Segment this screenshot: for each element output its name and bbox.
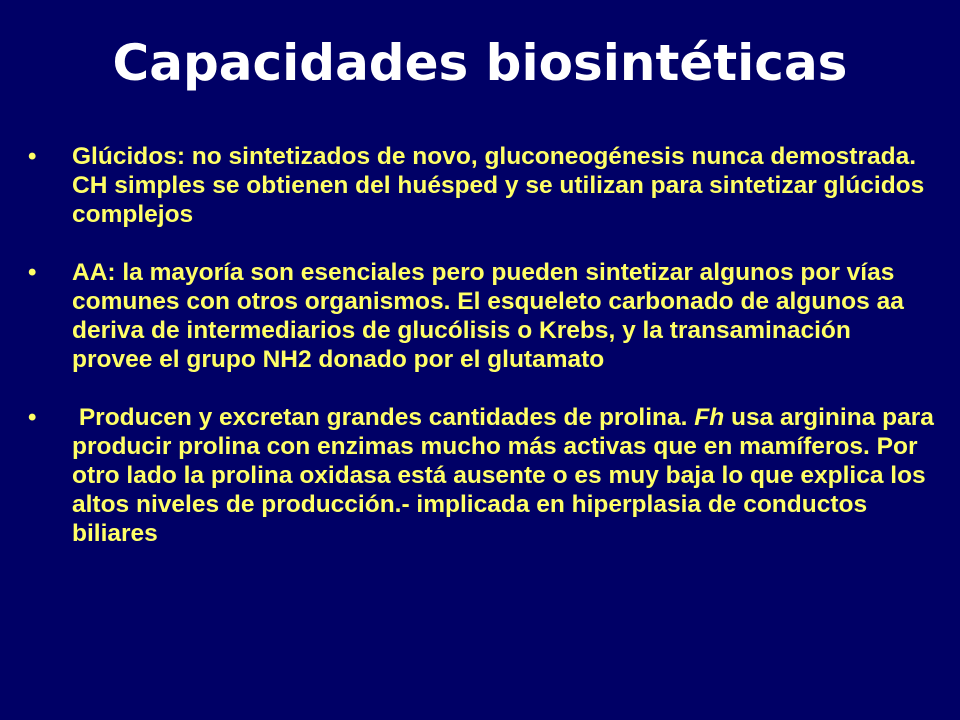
bullet-text: Glúcidos: no sintetizados de novo, gluconeogénesis nunca demostrada. CH simples se obtienen del huésped y se utilizan para sintetizar glúcidos complejos [72,143,925,228]
bullet-item-glucidos [26,142,936,229]
bullet-item-aminoacidos [26,258,936,374]
organism-abbreviation: Fh [694,404,725,431]
bullet-text: AA: la mayoría son esenciales pero pueden sintetizar algunos por vías comunes con otros organismos. El esqueleto carbonado de algunos aa deriva de intermediarios de glucólisis o Krebs, y la transaminación provee el grupo NH2 donado por el glutamato [72,259,904,373]
bullet-text-part: usa arginina para producir prolina con enzimas mucho más activas que en mamíferos. Por otro lado la prolina oxidasa está ausente o es muy baja lo que explica los altos niveles de producción.- implicada en hiperplasia de conductos biliares [72,404,934,547]
bullet-list [26,142,936,548]
bullet-text-part: Producen y excretan grandes cantidades de prolina. [72,404,695,431]
bullet-icon: • [28,143,37,170]
bullet-text [72,403,936,548]
slide-title: Capacidades biosintéticas [112,34,848,92]
bullet-icon: • [28,404,37,431]
bullet-icon: • [28,259,37,286]
bullet-item-prolina [26,403,936,548]
